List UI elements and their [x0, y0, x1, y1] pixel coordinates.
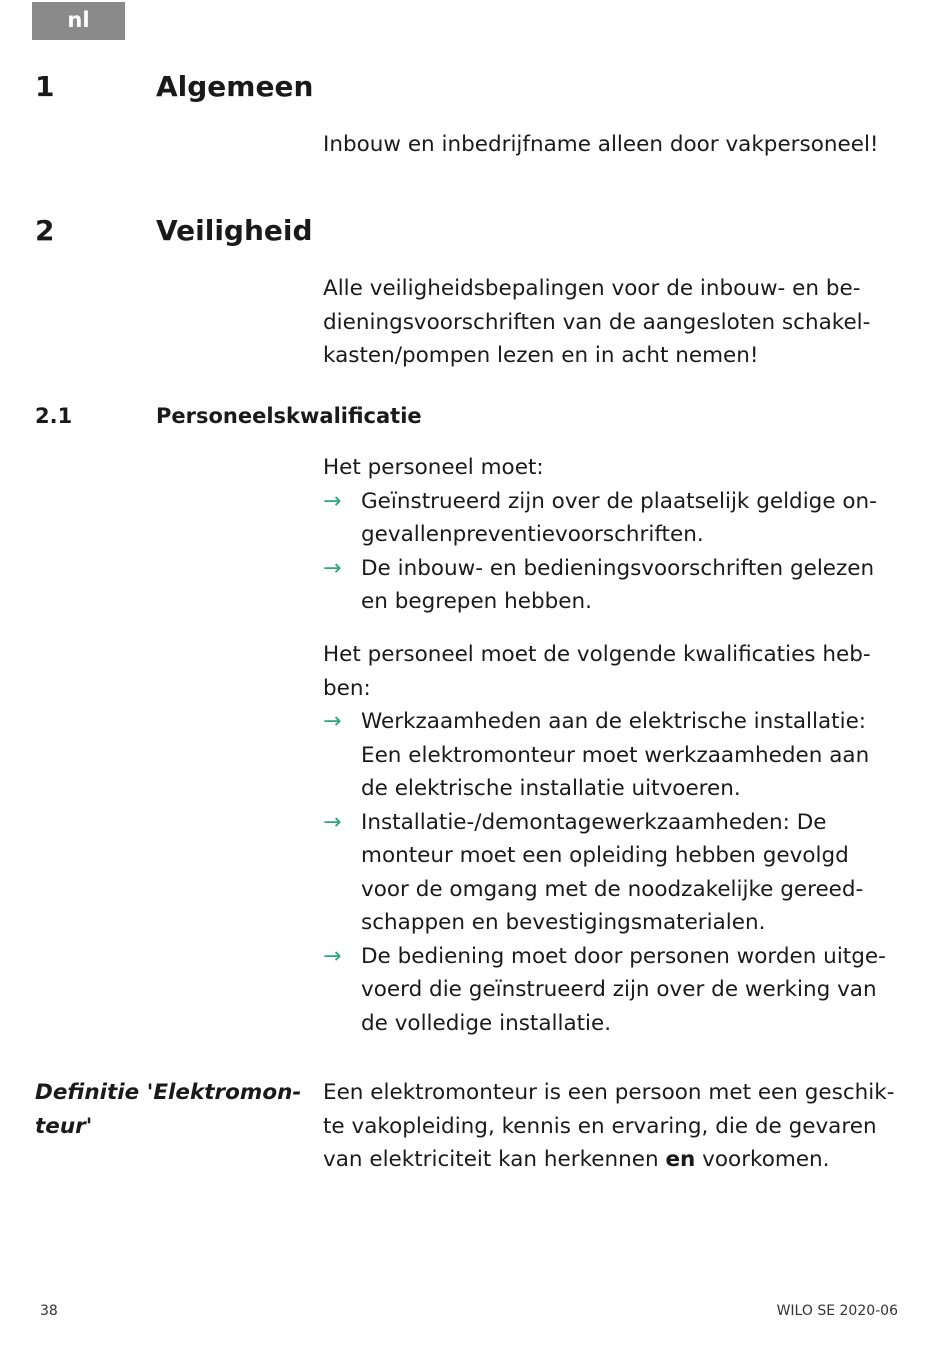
definition-label: Definitie 'Elektromon- teur' — [35, 1080, 302, 1139]
section-2-1-title: Personeelskwalificatie — [156, 404, 422, 428]
section-1-text: Inbouw en inbedrijfname alleen door vakpersoneel! — [323, 132, 879, 157]
footer-brand: WILO SE 2020-06 — [776, 1303, 898, 1319]
language-tab: nl — [32, 2, 125, 40]
intro-text: Het personeel moet de volgende kwalificaties heb- — [323, 642, 871, 667]
section-2-number: 2 — [35, 214, 55, 247]
section-2-1-number: 2.1 — [35, 404, 73, 428]
page-number: 38 — [40, 1303, 58, 1319]
arrow-right-icon: → — [323, 943, 342, 969]
list-item: → Installatie-/demontagewerkzaamheden: De monteur moet een opleiding hebben gevolgd voor de omgang met de noodzakelijke gereed- schappen en bevestigingsmaterialen. — [323, 806, 913, 940]
definition-text: Een elektromonteur is een persoon met een geschik- te vakopleiding, kennis en ervaring, die de gevaren van elektriciteit kan herkennen en voorkomen. — [323, 1080, 895, 1172]
section-2-title: Veiligheid — [156, 214, 313, 247]
arrow-right-icon: → — [323, 809, 342, 835]
intro-text: Het personeel moet: — [323, 455, 544, 480]
list-item: → De inbouw- en bedieningsvoorschriften gelezen en begrepen hebben. — [323, 552, 913, 619]
section-2-text: Alle veiligheidsbepalingen voor de inbouw- en be- dieningsvoorschriften van de aangesloten schakel- kasten/pompen lezen en in acht nemen! — [323, 276, 871, 368]
qualification-list-2: Het personeel moet de volgende kwalificaties heb- ben: → Werkzaamheden aan de elektrische installatie: Een elektromonteur moet werkzaamheden aan de elektrische installatie uitvoeren. → Installatie-/demontagewerkzaamheden: De monteur moet een opleiding hebben gevolgd voor de omgang met de noodzakelijke gereed- schappen en bevestigingsmaterialen. → De bediening moet door personen worden uitge- voerd die geïnstrueerd zijn over de werking van de volledige installatie. — [323, 638, 913, 1040]
arrow-right-icon: → — [323, 555, 342, 581]
list-item: → Werkzaamheden aan de elektrische installatie: Een elektromonteur moet werkzaamheden aan de elektrische installatie uitvoeren. — [323, 705, 913, 806]
qualification-list-1 — [323, 451, 913, 619]
arrow-right-icon: → — [323, 488, 342, 514]
list-item: → De bediening moet door personen worden uitge- voerd die geïnstrueerd zijn over de werking van de volledige installatie. — [323, 940, 913, 1041]
list-item: → Geïnstrueerd zijn over de plaatselijk geldige on- gevallenpreventievoorschriften. — [323, 485, 913, 552]
section-1-number: 1 — [35, 70, 55, 103]
arrow-right-icon: → — [323, 709, 342, 734]
section-1-title: Algemeen — [156, 70, 314, 103]
